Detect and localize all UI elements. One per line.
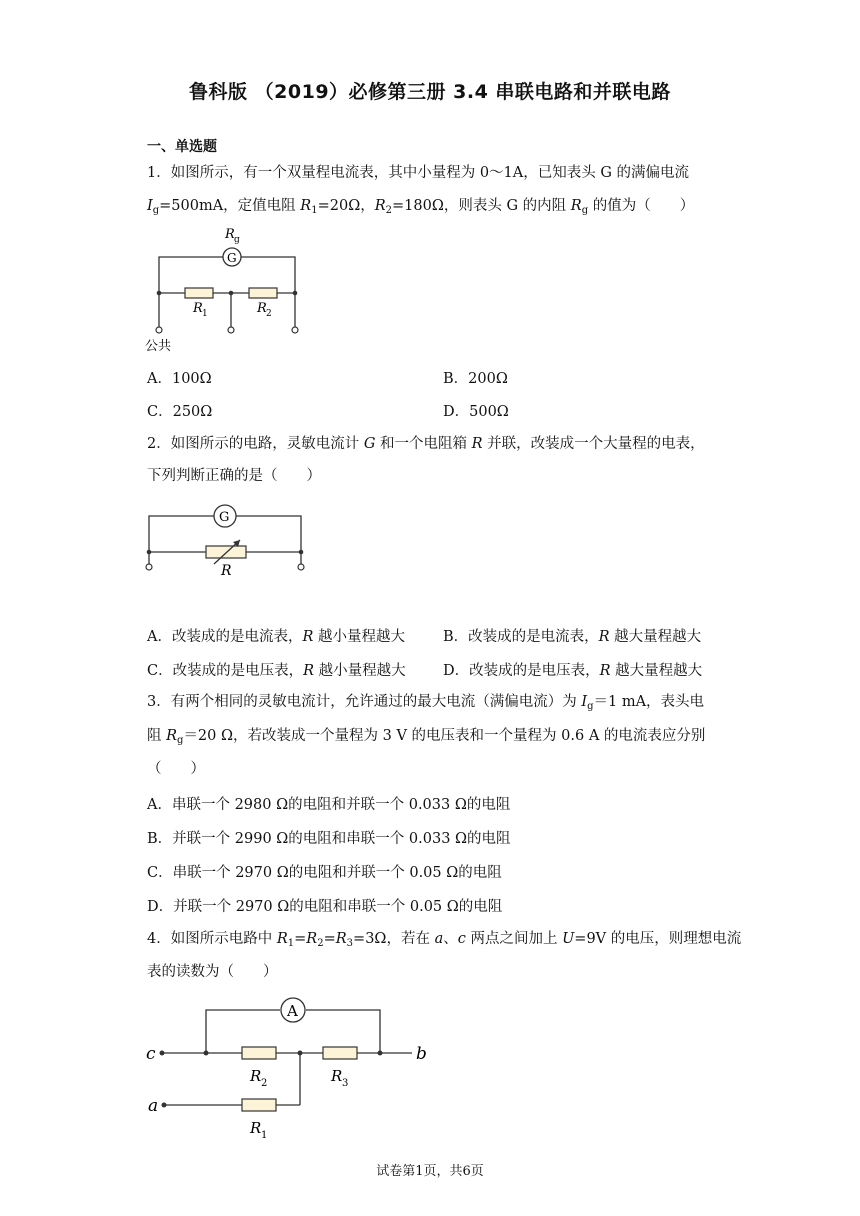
terminal-right — [292, 327, 298, 333]
q2-circuit-diagram — [140, 500, 315, 580]
q4-line2: 表的读数为（ ） — [147, 964, 278, 980]
q2-line1: 2．如图所示的电路，灵敏电流计 G 和一个电阻箱 R 并联，改装成一个大量程的电表， — [147, 436, 705, 452]
q2-line2: 下列判断正确的是（ ） — [147, 468, 321, 484]
terminal-middle — [228, 327, 234, 333]
svg-text:R: R — [331, 1067, 343, 1085]
svg-text:G: G — [219, 510, 230, 525]
r1-resistor-symbol — [185, 288, 213, 298]
svg-text:A: A — [287, 1002, 298, 1020]
svg-text:R: R — [250, 1067, 262, 1085]
q3-line3: （ ） — [147, 761, 205, 777]
q3-option-a: A．串联一个 2980 Ω的电阻和并联一个 0.033 Ω的电阻 — [147, 797, 511, 813]
svg-text:R: R — [257, 301, 267, 316]
svg-text:R: R — [221, 563, 232, 579]
q3-option-d: D．并联一个 2970 Ω的电阻和串联一个 0.05 Ω的电阻 — [147, 899, 503, 915]
svg-text:R: R — [193, 301, 203, 316]
node-b-label: b — [416, 1044, 427, 1064]
svg-text:1: 1 — [202, 309, 208, 319]
node-c-label: c — [146, 1044, 156, 1064]
q3-option-b: B．并联一个 2990 Ω的电阻和串联一个 0.033 Ω的电阻 — [147, 831, 511, 847]
q4-circuit-diagram — [140, 990, 440, 1140]
svg-text:3: 3 — [342, 1078, 349, 1089]
r1-resistor-symbol — [242, 1099, 276, 1111]
page-title: 鲁科版 （2019）必修第三册 3.4 串联电路和并联电路 — [189, 81, 671, 103]
svg-text:2: 2 — [261, 1078, 268, 1089]
node-a-label: a — [148, 1096, 159, 1116]
q1-line2: $I_g=500mA$，定值电阻 $R_1=20\Omega$，$R_2=180\Omega$，则表头 G 的内阻 $R_g$ 的值为（ ） — [147, 198, 695, 216]
q1-option-b: B．200Ω — [443, 371, 508, 387]
svg-text:G: G — [227, 251, 237, 265]
svg-text:1: 1 — [261, 1130, 268, 1141]
q1-common-label: 公共 — [145, 339, 172, 354]
r2-resistor-symbol — [242, 1047, 276, 1059]
page-footer: 试卷第1页，共6页 — [376, 1164, 484, 1179]
q2-option-c: C．改装成的是电压表，R 越小量程越大 — [147, 663, 406, 679]
r3-resistor-symbol — [323, 1047, 357, 1059]
r2-resistor-symbol — [249, 288, 277, 298]
svg-text:R: R — [250, 1119, 262, 1137]
q2-option-d: D．改装成的是电压表，R 越大量程越大 — [443, 663, 703, 679]
q1-option-c: C．250Ω — [147, 404, 213, 420]
rheostat-symbol — [206, 546, 246, 558]
q1-circuit-diagram — [145, 222, 315, 354]
q1-option-a: A．100Ω — [147, 371, 212, 387]
section-heading: 一、单选题 — [147, 139, 217, 155]
terminal-common — [156, 327, 162, 333]
q1-line1: 1．如图所示，有一个双量程电流表，其中小量程为 0～1A，已知表头 G 的满偏电流 — [147, 165, 690, 181]
q3-line2: 阻 $R_g=20$ Ω，若改装成一个量程为 3 V 的电压表和一个量程为 0.6 A 的电流表应分别 — [147, 728, 706, 746]
q3-line1: 3．有两个相同的灵敏电流计，允许通过的最大电流（满偏电流）为 $I_g=1$ mA，表头电 — [147, 694, 705, 712]
q1-rg-label: R — [225, 227, 235, 242]
q4-line1: 4．如图所示电路中 $R_1=R_2=R_3=3\Omega$，若在 a、c 两点之间加上 U=9V 的电压，则理想电流 — [147, 931, 742, 949]
svg-text:g: g — [234, 235, 240, 245]
q1-option-d: D．500Ω — [443, 404, 509, 420]
q3-option-c: C．串联一个 2970 Ω的电阻和并联一个 0.05 Ω的电阻 — [147, 865, 502, 881]
q2-option-b: B．改装成的是电流表，R 越大量程越大 — [443, 629, 702, 645]
q2-option-a: A．改装成的是电流表，R 越小量程越大 — [147, 629, 406, 645]
svg-text:2: 2 — [266, 309, 272, 319]
